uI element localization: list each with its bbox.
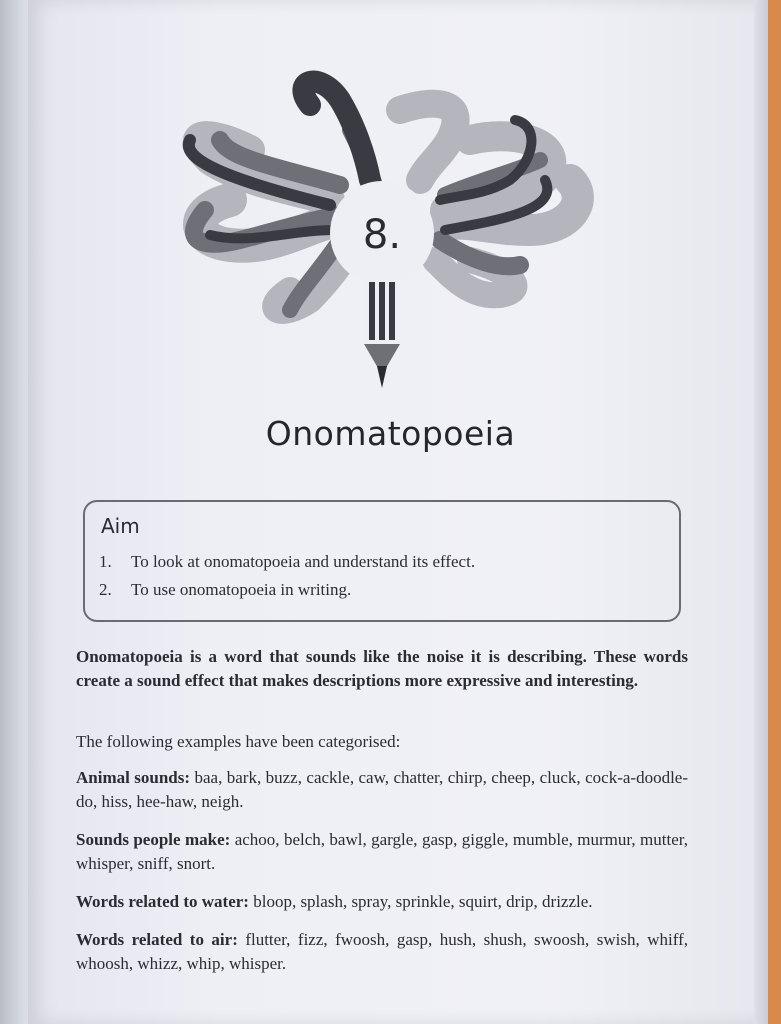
lead-sentence: The following examples have been categorised:	[76, 732, 401, 751]
chapter-number: 8.	[362, 212, 402, 258]
aim-box	[83, 500, 681, 622]
category-label: Sounds people make	[76, 830, 225, 849]
category-separator: :	[184, 768, 191, 787]
category-examples: bloop, splash, spray, sprinkle, squirt, drip, drizzle.	[248, 892, 593, 911]
aim-heading: Aim	[101, 514, 140, 538]
category-examples: baa, bark, buzz, cackle, caw, chatter, chirp, cheep, cluck, cock-a-doodle-do, hiss, hee-haw, neigh.	[76, 768, 689, 811]
aim-item-number: 1.	[99, 552, 112, 571]
category-paragraph	[76, 828, 688, 876]
aim-item-text: To look at onomatopoeia and understand its effect.	[131, 552, 476, 571]
aim-item	[99, 580, 351, 600]
category-paragraph	[76, 766, 688, 814]
category-paragraph	[76, 928, 688, 976]
category-separator: :	[224, 830, 231, 849]
aim-item-text: To use onomatopoeia in writing.	[131, 580, 352, 599]
category-separator: :	[232, 930, 238, 949]
aim-item	[99, 552, 475, 572]
category-label: Words related to water	[76, 892, 244, 911]
category-label: Words related to air	[76, 930, 233, 949]
category-separator: :	[243, 892, 249, 911]
category-paragraph	[76, 890, 688, 914]
aim-item-number: 2.	[99, 580, 112, 599]
chapter-title: Onomatopoeia	[265, 414, 516, 453]
intro-paragraph: Onomatopoeia is a word that sounds like the noise it is describing. These words create a sound effect that makes descriptions more expressive and interesting.	[76, 647, 688, 690]
category-examples: flutter, fizz, fwoosh, gasp, hush, shush, swoosh, swish, whiff, whoosh, whizz, whip, whisper.	[76, 930, 688, 973]
page-edge	[754, 0, 768, 1024]
category-label: Animal sounds	[76, 768, 185, 787]
pencil-brain-emblem-icon	[170, 70, 600, 400]
category-examples: achoo, belch, bawl, gargle, gasp, giggle, mumble, murmur, mutter, whisper, sniff, snort.	[76, 830, 688, 873]
